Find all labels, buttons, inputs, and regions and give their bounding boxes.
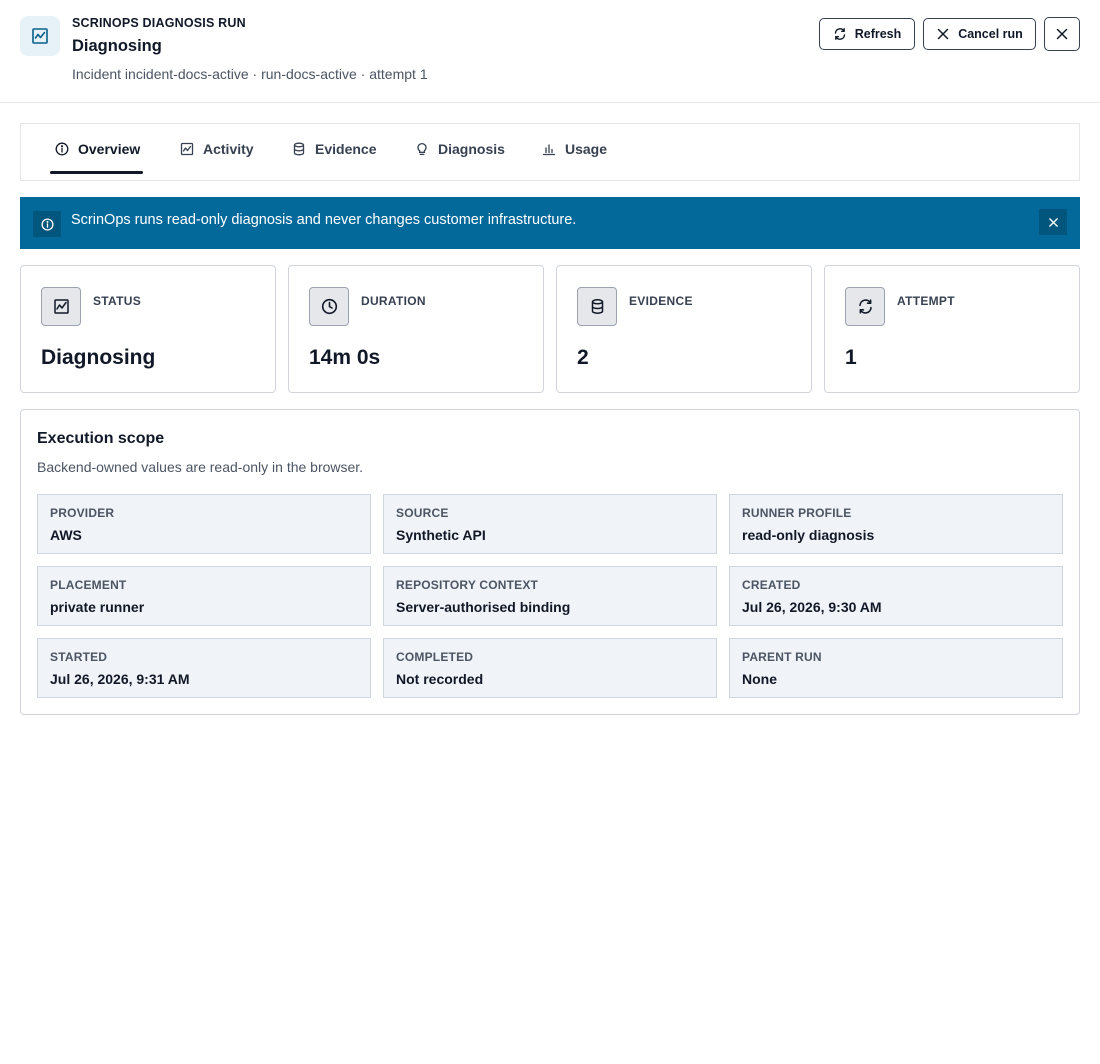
- scope-field-parent-run: [729, 638, 1063, 698]
- field-value: read-only diagnosis: [742, 527, 875, 543]
- banner-text: ScrinOps runs read-only diagnosis and never changes customer infrastructure.: [71, 212, 577, 228]
- field-value: AWS: [50, 527, 82, 543]
- stat-label: STATUS: [93, 294, 142, 308]
- field-value: Jul 26, 2026, 9:30 AM: [742, 599, 882, 615]
- stat-card-status: [20, 265, 276, 393]
- close-icon: [936, 27, 950, 41]
- tab-activity[interactable]: [180, 124, 254, 174]
- info-icon: [55, 142, 69, 156]
- tab-label: Activity: [203, 141, 254, 157]
- scope-field-placement: [37, 566, 371, 626]
- clock-icon: [309, 287, 349, 326]
- scope-field-completed: [383, 638, 717, 698]
- cancel-run-button[interactable]: [923, 18, 1036, 50]
- tab-label: Usage: [565, 141, 608, 157]
- activity-chart-icon: [20, 16, 60, 56]
- field-value: Not recorded: [396, 671, 484, 687]
- field-value: Jul 26, 2026, 9:31 AM: [50, 671, 190, 687]
- scope-field-started: [37, 638, 371, 698]
- tab-usage[interactable]: [542, 124, 607, 174]
- run-subtitle: Incident incident-docs-active · run-docs-active · attempt 1: [72, 66, 428, 82]
- info-icon: [33, 211, 61, 237]
- tab-label: Diagnosis: [438, 141, 505, 157]
- field-label: COMPLETED: [396, 650, 474, 664]
- field-label: REPOSITORY CONTEXT: [396, 578, 539, 592]
- banner-dismiss-button[interactable]: [1039, 209, 1067, 235]
- scope-description: Backend-owned values are read-only in the browser.: [37, 459, 364, 475]
- stat-label: ATTEMPT: [897, 294, 955, 308]
- field-label: SOURCE: [396, 506, 449, 520]
- tab-label: Overview: [78, 141, 141, 157]
- activity-chart-icon: [180, 142, 194, 156]
- tab-bar: [20, 123, 1080, 181]
- field-value: Synthetic API: [396, 527, 486, 543]
- tab-evidence[interactable]: [292, 124, 376, 174]
- field-label: PARENT RUN: [742, 650, 822, 664]
- database-icon: [292, 142, 306, 156]
- info-banner: [20, 197, 1080, 249]
- field-value: private runner: [50, 599, 145, 615]
- stat-label: EVIDENCE: [629, 294, 693, 308]
- scope-field-repository-context: [383, 566, 717, 626]
- page-title: Diagnosing: [72, 37, 162, 55]
- tab-diagnosis[interactable]: [415, 124, 505, 174]
- scope-field-created: [729, 566, 1063, 626]
- stat-value: Diagnosing: [41, 346, 156, 369]
- scope-field-source: [383, 494, 717, 554]
- refresh-icon: [833, 27, 847, 41]
- tab-label: Evidence: [315, 141, 377, 157]
- stat-value: 14m 0s: [309, 346, 381, 369]
- stat-card-duration: [288, 265, 544, 393]
- cancel-run-label: Cancel run: [958, 27, 1023, 41]
- close-icon: [1055, 27, 1069, 41]
- stat-card-attempt: [824, 265, 1080, 393]
- tab-overview[interactable]: [55, 124, 140, 174]
- field-label: RUNNER PROFILE: [742, 506, 852, 520]
- active-tab-indicator: [50, 171, 143, 174]
- field-label: CREATED: [742, 578, 801, 592]
- field-value: Server-authorised binding: [396, 599, 571, 615]
- stat-value: 1: [845, 346, 857, 369]
- field-label: STARTED: [50, 650, 108, 664]
- close-button[interactable]: [1044, 17, 1080, 51]
- activity-chart-icon: [41, 287, 81, 326]
- stat-card-evidence: [556, 265, 812, 393]
- refresh-icon: [845, 287, 885, 326]
- refresh-label: Refresh: [854, 27, 902, 41]
- scope-field-provider: [37, 494, 371, 554]
- stat-value: 2: [577, 346, 589, 369]
- execution-scope-panel: [20, 409, 1080, 715]
- field-label: PLACEMENT: [50, 578, 127, 592]
- field-label: PROVIDER: [50, 506, 115, 520]
- scope-field-runner-profile: [729, 494, 1063, 554]
- header-eyebrow: SCRINOPS DIAGNOSIS RUN: [72, 16, 246, 30]
- close-icon: [1048, 217, 1059, 228]
- bar-chart-icon: [542, 142, 556, 156]
- field-value: None: [742, 671, 777, 687]
- scope-title: Execution scope: [37, 430, 165, 447]
- refresh-button[interactable]: [819, 18, 915, 50]
- run-header: [0, 0, 1100, 103]
- stat-label: DURATION: [361, 294, 426, 308]
- lightbulb-icon: [415, 142, 429, 156]
- database-icon: [577, 287, 617, 326]
